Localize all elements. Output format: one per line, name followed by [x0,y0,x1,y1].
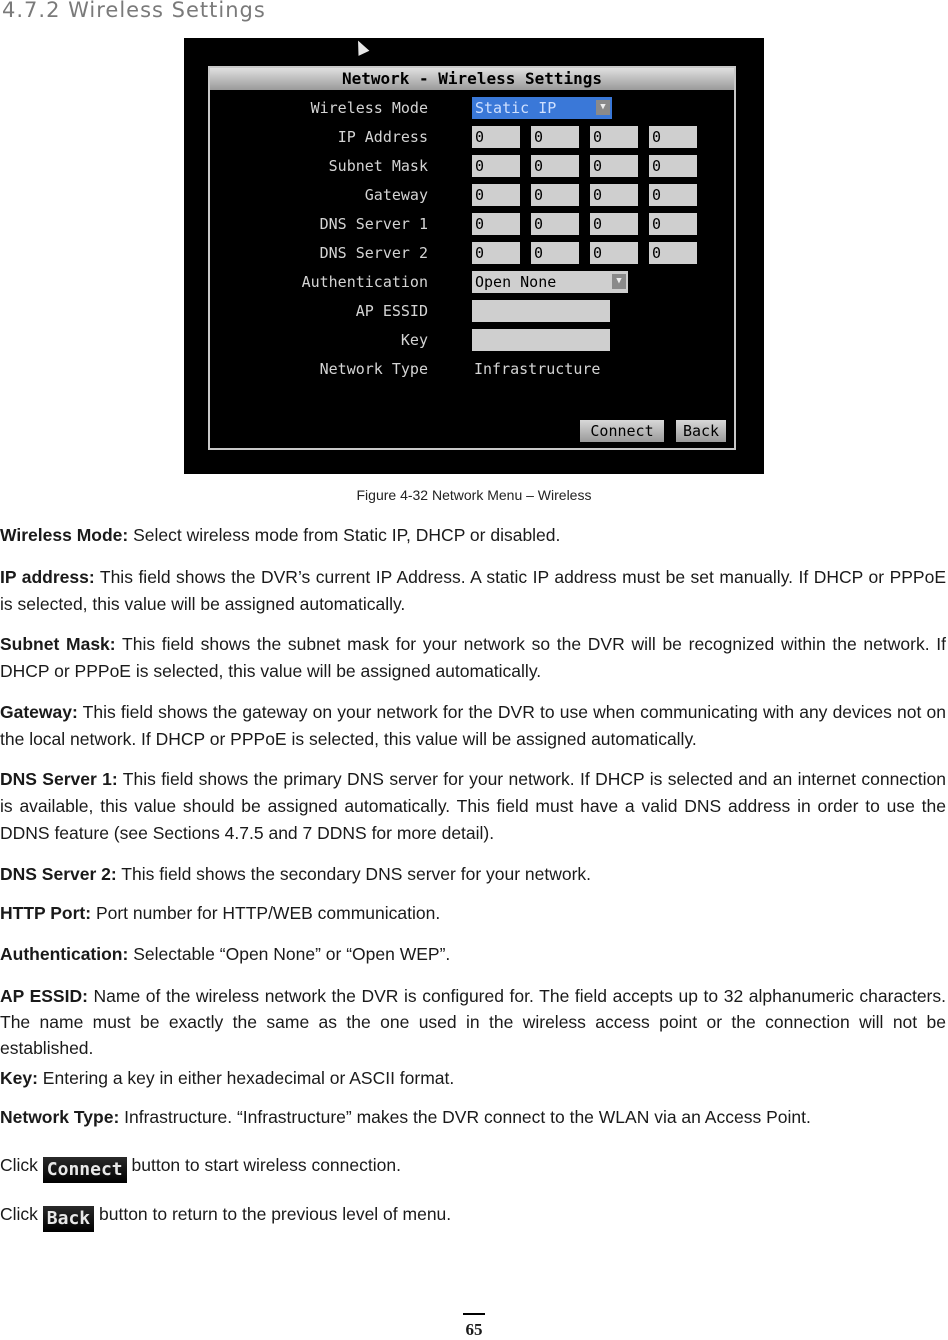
connect-button-image: Connect [43,1157,127,1183]
ip-octet-4[interactable]: 0 [649,126,697,148]
desc: Entering a key in either hexadecimal or ASCII format. [37,1068,455,1088]
suffix: button to start wireless connection. [126,1155,401,1175]
authentication-select[interactable] [472,271,628,293]
desc: Name of the wireless network the DVR is configured for. The field accepts up to 32 alphanumeric characters. The name must be exactly the same as the one used in the wireless access point or the connection will not be established. [0,986,946,1058]
label-ip-address: IP Address [337,128,428,146]
desc: This field shows the DVR’s current IP Address. A static IP address must be set manually. If DHCP or PPPoE is selected, this value will be assigned automatically. [0,567,947,614]
dns1-octet-2[interactable]: 0 [531,213,579,235]
para-subnet-mask [0,631,946,685]
term: DNS Server 2: [0,864,117,884]
para-ap-essid [0,983,946,1061]
para-dns-server-2 [0,861,946,888]
desc: This field shows the subnet mask for your network so the DVR will be recognized within the network. If DHCP or PPPoE is selected, this value will be assigned automatically. [0,634,946,681]
network-type-value: Infrastructure [474,360,601,378]
term: Subnet Mask: [0,634,116,654]
subnet-octet-1[interactable]: 0 [472,155,520,177]
chevron-down-icon: ▼ [612,274,626,289]
term: DNS Server 1: [0,769,118,789]
term: Network Type: [0,1107,120,1127]
term: Wireless Mode: [0,525,129,545]
label-ap-essid: AP ESSID [355,302,428,320]
label-authentication: Authentication [301,273,428,291]
desc: Selectable “Open None” or “Open WEP”. [128,944,451,964]
label-subnet-mask: Subnet Mask [328,157,428,175]
desc: Infrastructure. “Infrastructure” makes the DVR connect to the WLAN via an Access Point. [119,1107,811,1127]
prefix: Click [0,1155,43,1175]
dns1-octet-1[interactable]: 0 [472,213,520,235]
gateway-octet-2[interactable]: 0 [531,184,579,206]
para-gateway [0,699,946,753]
desc: Select wireless mode from Static IP, DHCP or disabled. [128,525,561,545]
page-number-rule [463,1313,485,1315]
para-dns-server-1 [0,766,946,847]
para-authentication [0,941,946,968]
subnet-octet-2[interactable]: 0 [531,155,579,177]
subnet-octet-3[interactable]: 0 [590,155,638,177]
authentication-value: Open None [475,273,557,291]
term: Gateway: [0,702,78,722]
term: HTTP Port: [0,903,92,923]
label-gateway: Gateway [364,186,428,204]
menu-title: Network - Wireless Settings [210,68,734,90]
subnet-octet-4[interactable]: 0 [649,155,697,177]
ip-octet-3[interactable]: 0 [590,126,638,148]
para-wireless-mode [0,522,946,549]
page-number: 65 [465,1320,483,1339]
desc: This field shows the gateway on your network for the DVR to use when communicating with any devices not on the local network. If DHCP or PPPoE is selected, this value will be assigned automatically. [0,702,946,749]
section-heading: 4.7.2 Wireless Settings [2,0,266,22]
term: AP ESSID: [0,986,88,1006]
ap-essid-input[interactable] [472,300,610,322]
figure-caption: Figure 4-32 Network Menu – Wireless [356,487,592,503]
suffix: button to return to the previous level of menu. [94,1204,452,1224]
para-network-type [0,1104,946,1131]
para-click-connect [0,1152,946,1183]
dns2-octet-4[interactable]: 0 [649,242,697,264]
back-button-image: Back [43,1206,94,1232]
prefix: Click [0,1204,43,1224]
dns2-octet-2[interactable]: 0 [531,242,579,264]
dns2-octet-3[interactable]: 0 [590,242,638,264]
back-button[interactable]: Back [676,420,726,442]
label-wireless-mode: Wireless Mode [310,99,428,117]
gateway-octet-3[interactable]: 0 [590,184,638,206]
term: Key: [0,1068,38,1088]
label-dns-server-2: DNS Server 2 [319,244,428,262]
label-key: Key [400,331,428,349]
ip-octet-2[interactable]: 0 [531,126,579,148]
desc: This field shows the secondary DNS server for your network. [116,864,592,884]
desc: This field shows the primary DNS server for your network. If DHCP is selected and an internet connection is available, this value should be assigned automatically. This field must have a valid DNS address in order to use the DDNS feature (see Sections 4.7.5 and 7 DDNS for more detail). [0,769,947,843]
ip-octet-1[interactable]: 0 [472,126,520,148]
para-click-back [0,1201,946,1232]
menu-frame [208,66,736,450]
gateway-octet-4[interactable]: 0 [649,184,697,206]
label-dns-server-1: DNS Server 1 [319,215,428,233]
gateway-octet-1[interactable]: 0 [472,184,520,206]
dns2-octet-1[interactable]: 0 [472,242,520,264]
key-input[interactable] [472,329,610,351]
wireless-mode-select[interactable] [472,97,612,119]
term: Authentication: [0,944,129,964]
dns1-octet-4[interactable]: 0 [649,213,697,235]
wireless-settings-figure [184,38,764,474]
para-key [0,1065,946,1092]
chevron-down-icon: ▼ [596,100,610,115]
desc: Port number for HTTP/WEB communication. [91,903,441,923]
wireless-mode-value: Static IP [475,99,557,117]
term: IP address: [0,567,95,587]
label-network-type: Network Type [319,360,428,378]
dns1-octet-3[interactable]: 0 [590,213,638,235]
connect-button[interactable]: Connect [580,420,664,442]
para-ip-address [0,564,946,618]
para-http-port [0,900,946,927]
mouse-cursor-icon [353,38,370,56]
